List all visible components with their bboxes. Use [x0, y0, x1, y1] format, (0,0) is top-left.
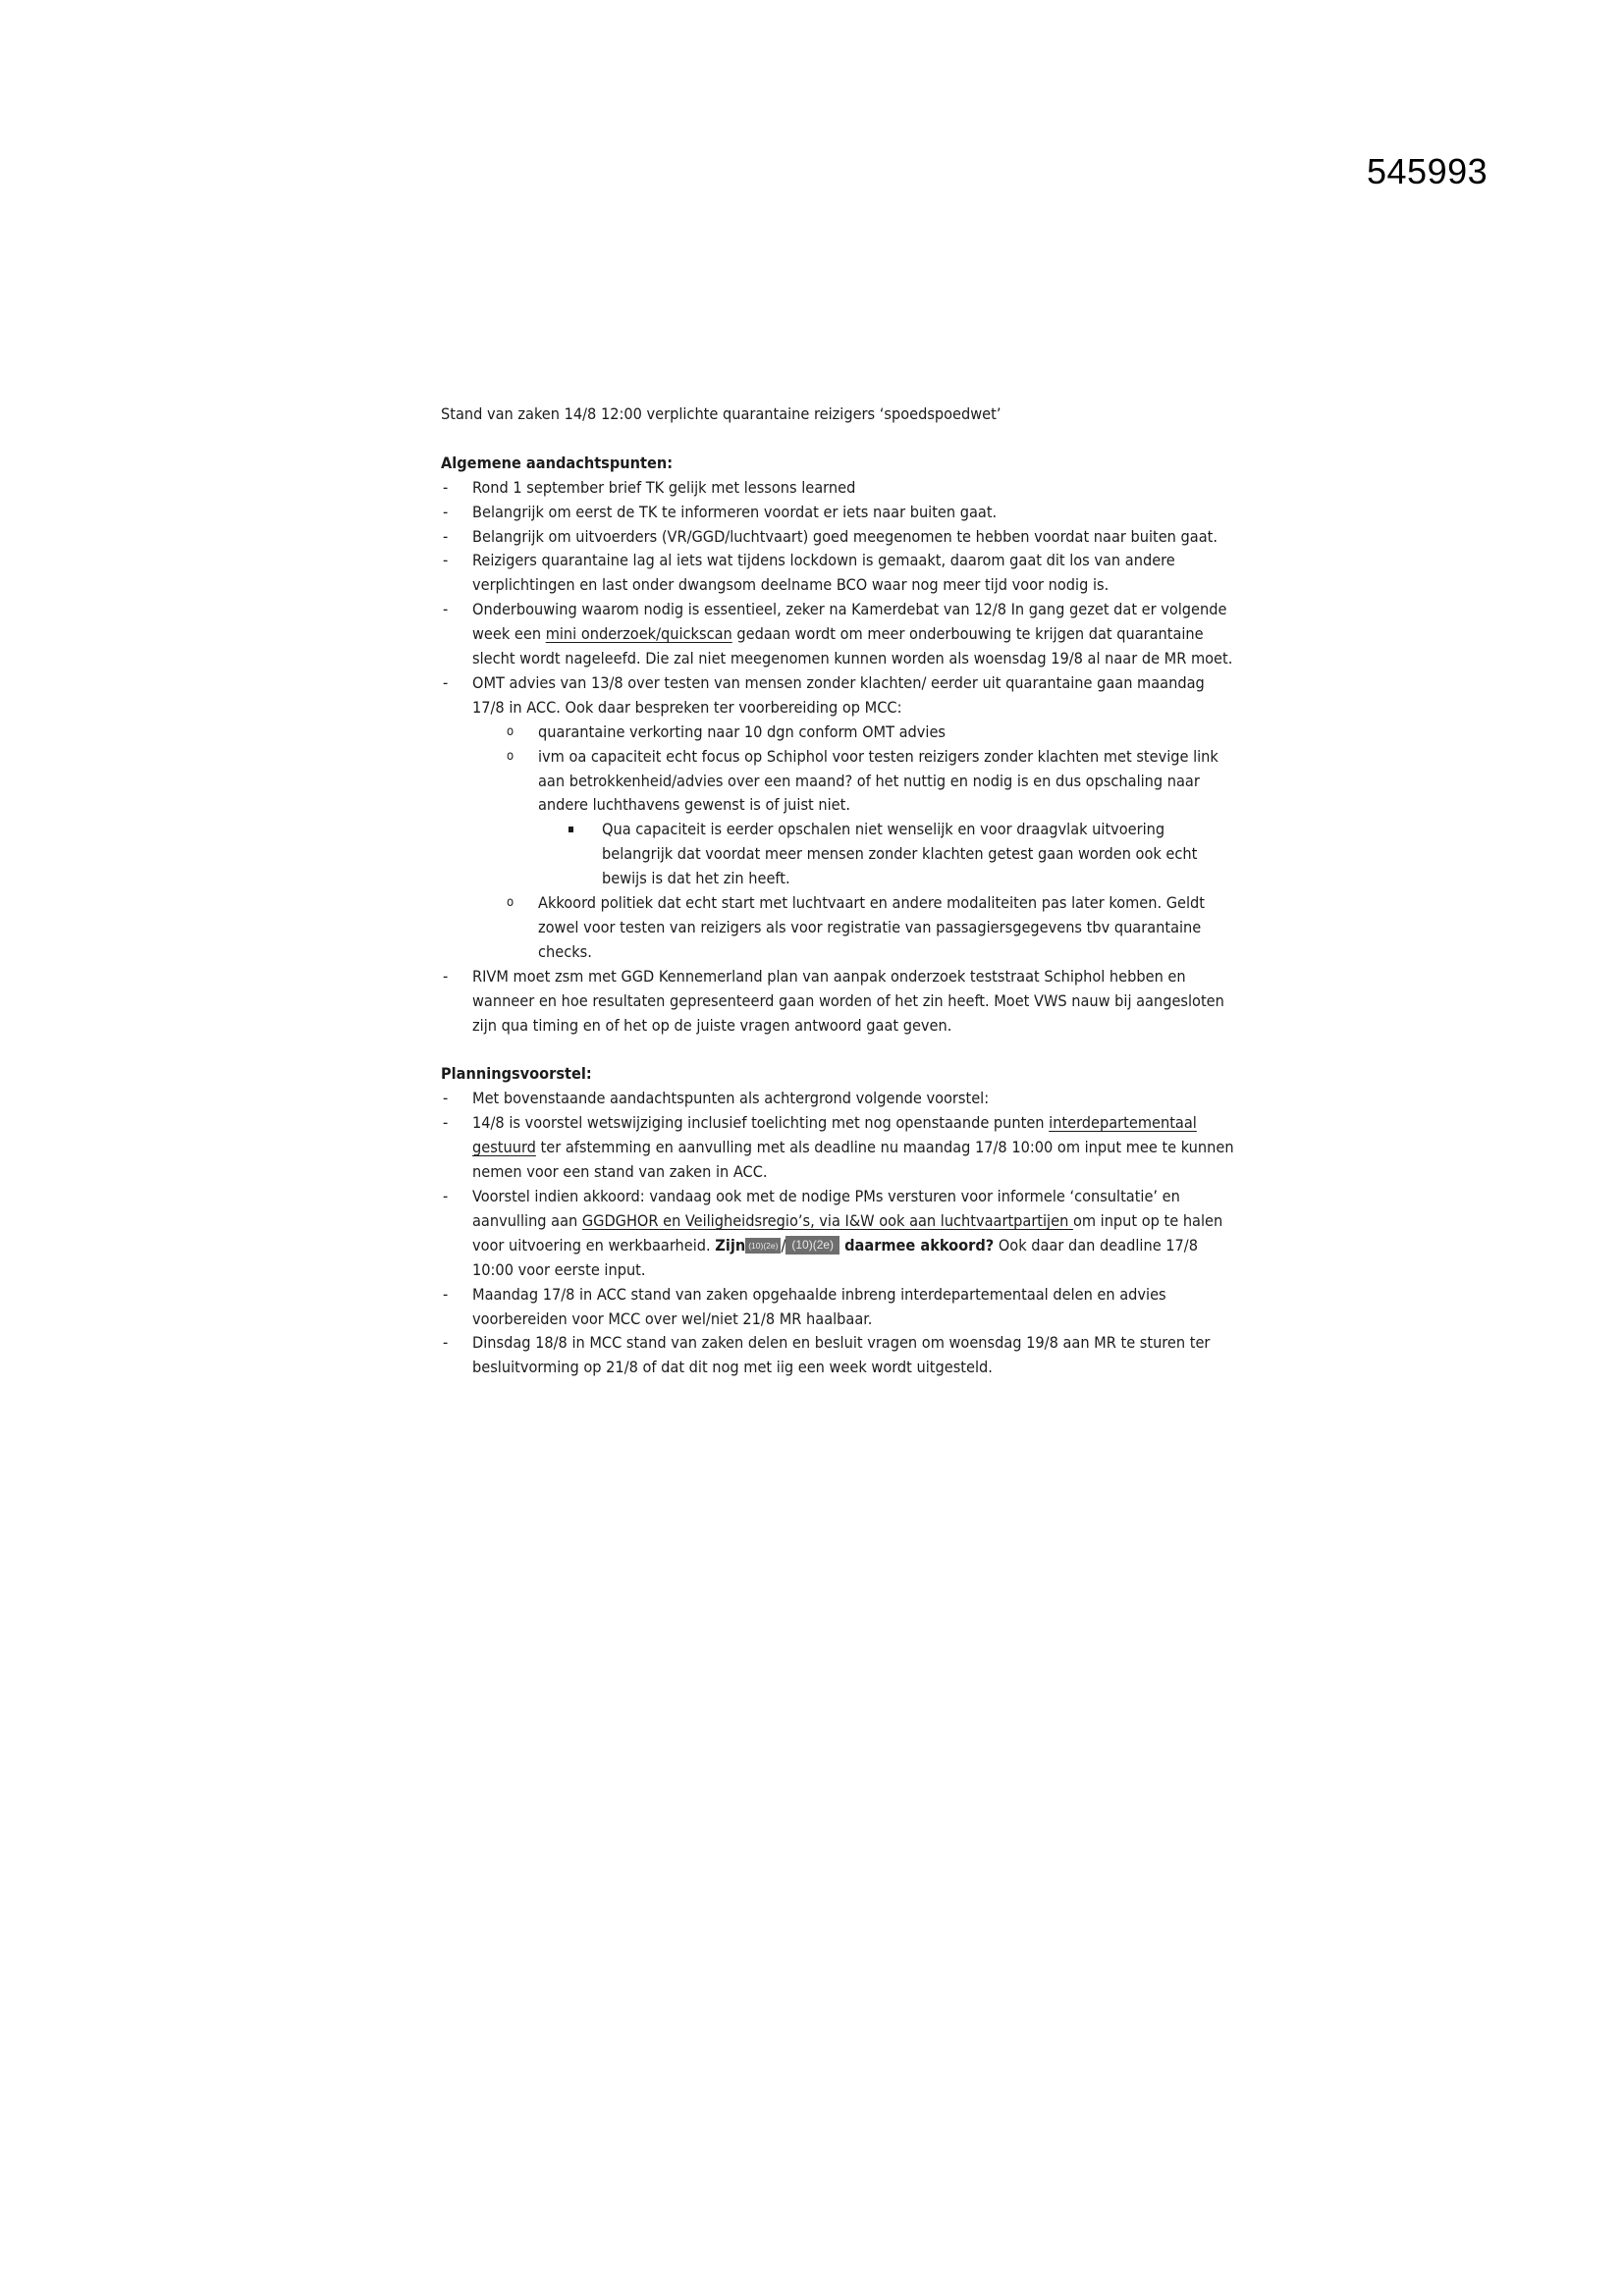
- document-title: Stand van zaken 14/8 12:00 verplichte quarantaine reizigers ‘spoedspoedwet’: [441, 404, 1001, 423]
- sublist-item: [472, 721, 1236, 745]
- sublist: [472, 721, 1236, 965]
- hollow-circle-bullet-icon: o: [507, 748, 514, 764]
- section-heading-algemene: Algemene aandachtspunten:: [441, 453, 674, 472]
- list-item: [441, 525, 1236, 550]
- list-item: [441, 501, 1236, 525]
- list-item-text: Met bovenstaande aandachtspunten als achtergrond volgende voorstel:: [472, 1089, 990, 1108]
- sub-sublist-item: [538, 818, 1236, 891]
- bold-text: Zijn: [715, 1235, 746, 1255]
- hollow-circle-bullet-icon: o: [507, 723, 514, 739]
- sub-sublist-item-text: Qua capaciteit is eerder opschalen niet wenselijk en voor draagvlak uitvoering belangrijk dat voordat meer mensen zonder klachten getest gaan worden ook echt bewijs is dat het zin heeft.: [602, 820, 1198, 888]
- list-item: [441, 965, 1236, 1039]
- list-item-text: OMT advies van 13/8 over testen van mensen zonder klachten/ eerder uit quarantaine gaan maandag 17/8 in ACC. Ook daar bespreken ter voorbereiding op MCC:: [472, 672, 1205, 717]
- sublist-item-text: ivm oa capaciteit echt focus op Schiphol voor testen reizigers zonder klachten met stevige link aan betrokkenheid/advies over een maand? of het nuttig en nodig is en dus opschaling naar andere luchthavens gewenst is of juist niet.: [538, 746, 1218, 815]
- underlined-phrase: GGDGHOR en Veiligheidsregio’s, via I&W ook aan luchtvaartpartijen: [581, 1210, 1073, 1230]
- list-item-text: Belangrijk om eerst de TK te informeren voordat er iets naar buiten gaat.: [472, 502, 998, 521]
- list-item: [441, 671, 1236, 965]
- sublist-item: [472, 745, 1236, 891]
- list-item: [441, 1185, 1236, 1283]
- sublist-item: [472, 891, 1236, 965]
- list-item-text: Voorstel indien akkoord: vandaag ook met de nodige PMs versturen voor informele ‘consultatie’ en aanvulling aan: [472, 1186, 1180, 1230]
- algemene-list: [441, 476, 1236, 1039]
- list-item-text: ter afstemming en aanvulling met als deadline nu maandag 17/8 10:00 om input mee te kunnen nemen voor een stand van zaken in ACC.: [472, 1138, 1234, 1182]
- list-item: [441, 1087, 1236, 1111]
- spacer: [441, 1039, 1236, 1063]
- list-item-text: om input op te halen voor uitvoering en werkbaarheid.: [472, 1210, 1223, 1255]
- list-item-text: 14/8 is voorstel wetswijziging inclusief toelichting met nog openstaande punten: [472, 1113, 1050, 1133]
- list-item-text: Maandag 17/8 in ACC stand van zaken opgehaalde inbreng interdepartementaal delen en advies voorbereiden voor MCC over wel/niet 21/8 MR haalbaar.: [472, 1284, 1166, 1328]
- list-item: [441, 1111, 1236, 1185]
- list-item: [441, 1331, 1236, 1380]
- list-item: [441, 476, 1236, 501]
- list-item-text: Onderbouwing waarom nodig is essentieel, zeker na Kamerdebat van 12/8 In gang gezet dat er volgende week een: [472, 600, 1227, 644]
- hollow-circle-bullet-icon: o: [507, 895, 514, 911]
- bold-text: daarmee akkoord?: [839, 1235, 995, 1255]
- list-item-text: Ook daar dan deadline 17/8 10:00 voor eerste input.: [472, 1235, 1198, 1279]
- list-item-text: Reizigers quarantaine lag al iets wat tijdens lockdown is gemaakt, daarom gaat dit los van andere verplichtingen en last onder dwangsom deelname BCO waar nog meer tijd voor nodig is.: [472, 551, 1175, 595]
- list-item-text: Rond 1 september brief TK gelijk met lessons learned: [472, 477, 856, 497]
- list-item-text: gedaan wordt om meer onderbouwing te krijgen dat quarantaine slecht wordt nageleefd. Die zal niet meegenomen kunnen worden als woensdag 19/8 al naar de MR moet.: [472, 624, 1233, 668]
- planning-list: [441, 1087, 1236, 1380]
- document-number: 545993: [1367, 151, 1489, 191]
- sublist-item-text: Akkoord politiek dat echt start met luchtvaart en andere modaliteiten pas later komen. Geldt zowel voor testen van reizigers als voor registratie van passagiersgegevens tbv quarantaine checks.: [538, 893, 1205, 961]
- sublist-item-text: quarantaine verkorting naar 10 dgn conform OMT advies: [538, 721, 947, 741]
- section-heading-planning: Planningsvoorstel:: [441, 1064, 592, 1084]
- underlined-phrase: interdepartementaal gestuurd: [472, 1113, 1197, 1157]
- list-item-text: Dinsdag 18/8 in MCC stand van zaken delen en besluit vragen om woensdag 19/8 aan MR te sturen ter besluitvorming op 21/8 of dat dit nog met iig een week wordt uitgesteld.: [472, 1333, 1211, 1377]
- list-item-text: Belangrijk om uitvoerders (VR/GGD/luchtvaart) goed meegenomen te hebben voordat naar buiten gaat.: [472, 526, 1218, 546]
- list-item: [441, 598, 1236, 671]
- redaction-box: (10)(2e): [745, 1238, 781, 1254]
- underlined-phrase: mini onderzoek/quickscan: [545, 624, 732, 644]
- document-page: [441, 402, 1236, 1380]
- list-item: [441, 1283, 1236, 1332]
- redaction-box: (10)(2e): [785, 1236, 839, 1255]
- list-item: [441, 549, 1236, 598]
- square-bullet-icon: [568, 827, 573, 832]
- list-item-text: RIVM moet zsm met GGD Kennemerland plan van aanpak onderzoek teststraat Schiphol hebben en wanneer en hoe resultaten gepresenteerd gaan worden of het zin heeft. Moet VWS nauw bij aangesloten zijn qua timing en of het op de juiste vragen antwoord gaat geven.: [472, 966, 1224, 1035]
- slash-separator: /: [781, 1235, 786, 1255]
- sub-sublist: [538, 818, 1236, 891]
